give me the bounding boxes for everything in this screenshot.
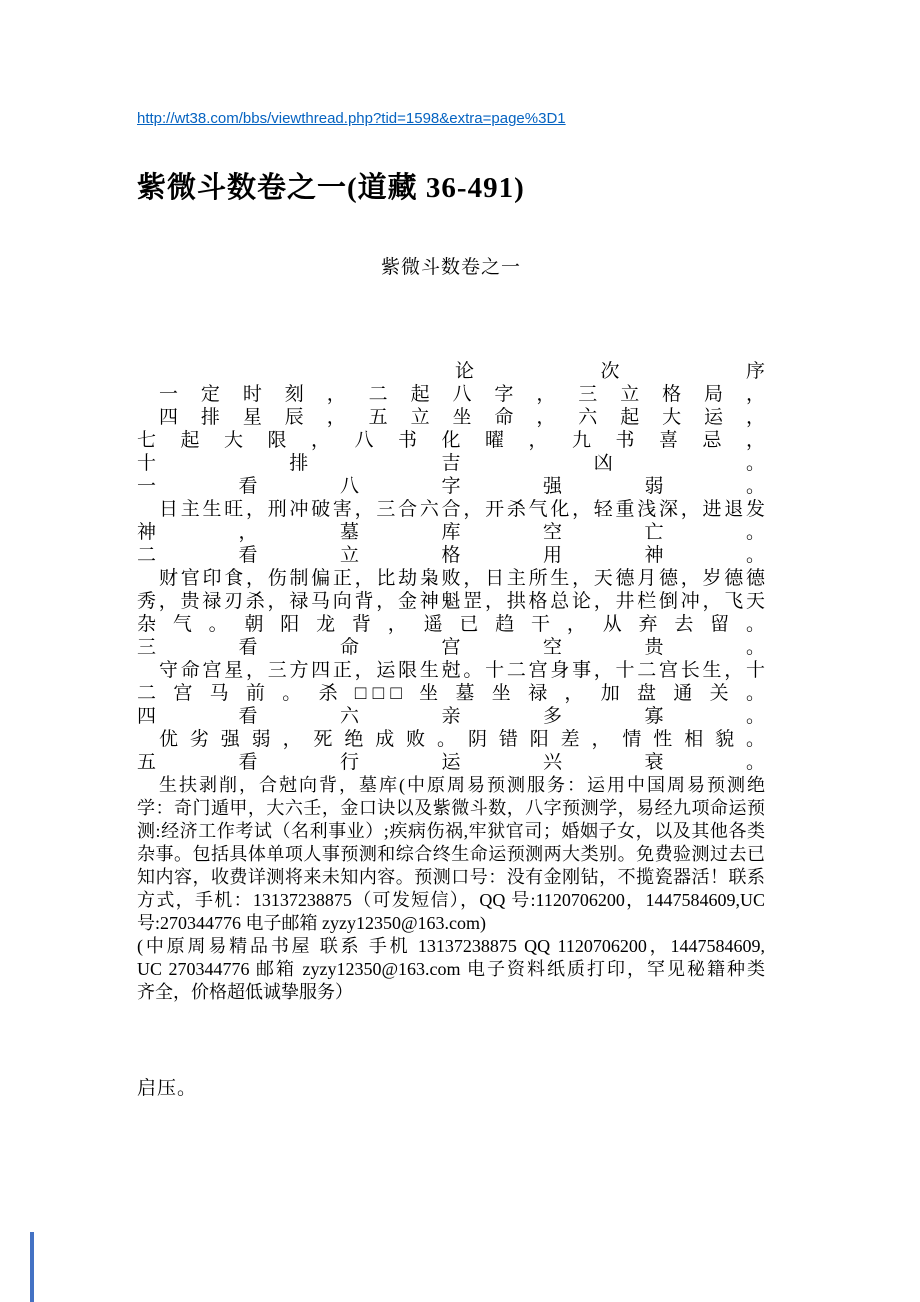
text-line: 七 起 大 限 ， 八 书 化 曜 ， 九 书 喜 忌 ， xyxy=(137,430,765,451)
text-line: 方式，手机：13137238875（可发短信），QQ 号:1120706200，1447584609,UC xyxy=(137,890,765,910)
text-line: 杂 气 。 朝 阳 龙 背 ， 遥 已 趋 干 ， 从 弃 去 留 。 xyxy=(137,614,765,635)
text-line: 神 ， 墓 库 空 亡 。 xyxy=(137,522,765,543)
text-line: 知内容，收费详测将来未知内容。预测口号：没有金刚钻，不揽瓷器活！联系 xyxy=(137,867,765,887)
text-line: 一 看 八 字 强 弱 。 xyxy=(137,476,765,497)
text-line: 一 定 时 刻 ， 二 起 八 字 ， 三 立 格 局 ， xyxy=(159,384,765,405)
text-line: 四 排 星 辰 ， 五 立 坐 命 ， 六 起 大 运 ， xyxy=(159,407,765,428)
text-line: 号:270344776 电子邮箱 zyzy12350@163.com) xyxy=(137,913,487,933)
text-line: 三 看 命 宫 空 贵 。 xyxy=(137,637,765,658)
page-title: 紫微斗数卷之一(道藏 36-491) xyxy=(137,172,525,204)
text-line: 二 宫 马 前 。 杀 □□□ 坐 墓 坐 禄 ， 加 盘 通 关 。 xyxy=(137,683,765,704)
text-line: 论 次 序 xyxy=(455,361,765,382)
left-margin-bar xyxy=(30,1232,34,1302)
document-body xyxy=(137,360,765,1004)
text-line: 优 劣 强 弱 ， 死 绝 成 败 。 阴 错 阳 差 ， 情 性 相 貌 。 xyxy=(159,729,765,750)
text-line: 财官印食，伤制偏正，比劫枭败，日主所生，天德月德，岁德德 xyxy=(159,568,765,589)
document-subtitle: 紫微斗数卷之一 xyxy=(380,257,521,278)
text-line: 五 看 行 运 兴 衰 。 xyxy=(137,752,765,773)
text-line: 日主生旺，刑冲破害，三合六合，开杀气化，轻重浅深，进退发 xyxy=(159,499,765,520)
text-line: 守命宫星，三方四正，运限生尅。十二宫身事，十二宫长生，十 xyxy=(159,660,765,681)
text-line: 十 排 吉 凶 。 xyxy=(137,453,765,474)
text-line: (中原周易精品书屋 联系 手机 13137238875 QQ 1120706200，1447584609, xyxy=(137,936,765,956)
text-line: 生扶剥削，合尅向背，墓库(中原周易预测服务：运用中国周易预测绝 xyxy=(159,775,765,795)
text-line: 杂事。包括具体单项人事预测和综合终生命运预测两大类别。免费验测过去已 xyxy=(137,844,765,864)
footer-text: 启压。 xyxy=(137,1078,198,1099)
thread-link[interactable]: http://wt38.com/bbs/viewthread.php?tid=1598&extra=page%3D1 xyxy=(137,110,566,127)
text-line: 秀，贵禄刃杀，禄马向背，金神魁罡，拱格总论，井栏倒冲，飞天 xyxy=(137,591,765,612)
text-line: 测:经济工作考试（名利事业）;疾病伤祸,牢狱官司；婚姻子女，以及其他各类 xyxy=(137,821,765,841)
text-line: 四 看 六 亲 多 寡 。 xyxy=(137,706,765,727)
text-line: 齐全，价格超低诚挚服务） xyxy=(137,982,353,1002)
text-line: 学：奇门遁甲，大六壬，金口诀以及紫微斗数，八字预测学，易经九项命运预 xyxy=(137,798,765,818)
text-line: UC 270344776 邮箱 zyzy12350@163.com 电子资料纸质打印，罕见秘籍种类 xyxy=(137,959,765,979)
text-line: 二 看 立 格 用 神 。 xyxy=(137,545,765,566)
